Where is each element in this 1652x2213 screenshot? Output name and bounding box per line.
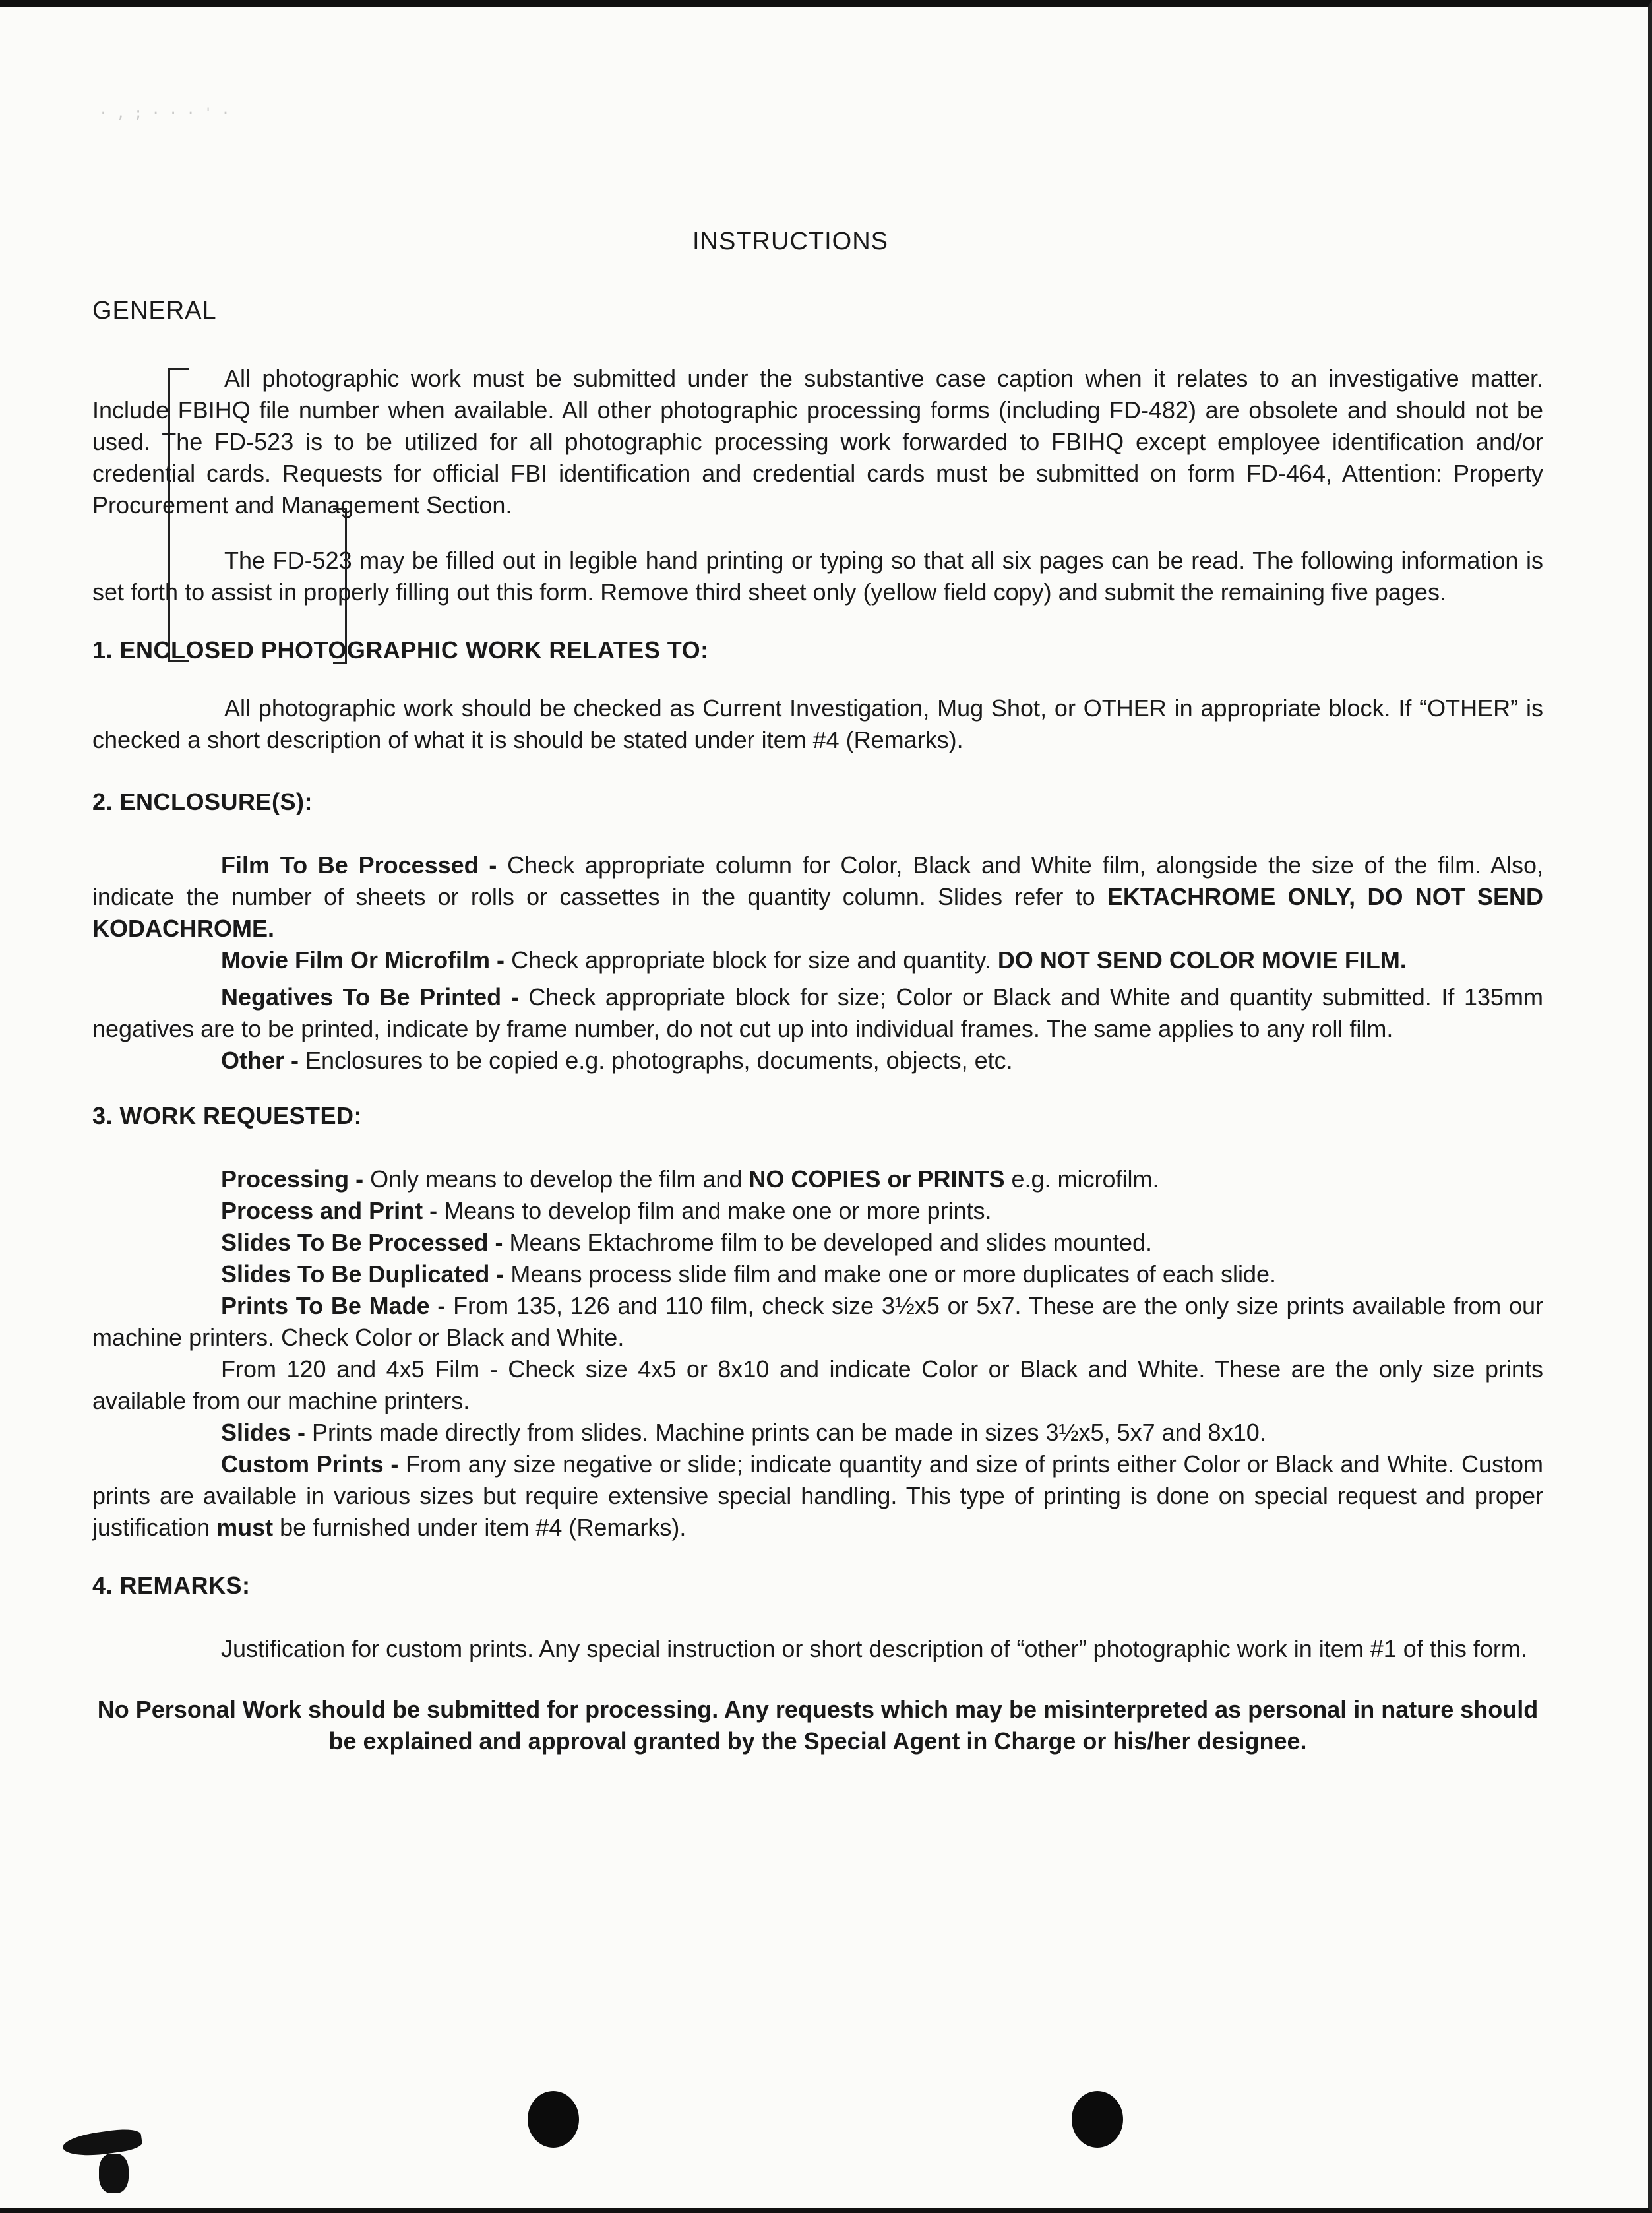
prints-term: Prints To Be Made -	[221, 1292, 446, 1319]
slides-term: Slides -	[221, 1419, 306, 1446]
slides-processed-term: Slides To Be Processed -	[221, 1229, 503, 1256]
corner-smudge-tail	[99, 2154, 129, 2193]
top-left-noise: · , ; · · · ' ·	[99, 106, 230, 122]
section-4-heading: 4. REMARKS:	[92, 1572, 251, 1599]
section-3-heading: 3. WORK REQUESTED:	[92, 1102, 363, 1129]
instructions-body	[92, 228, 1543, 1757]
other-text: Enclosures to be copied e.g. photographs, documents, objects, etc.	[299, 1047, 1013, 1074]
film-text: Check appropriate column for Color, Black and White film, alongside the size of the film. Also, indicate the number of sheets or rolls or cassettes in the quantity column. Slides refer to	[92, 852, 1544, 910]
slides-duplicated-item	[92, 1259, 1543, 1290]
page-title: INSTRUCTIONS	[692, 228, 888, 255]
from-120-item: From 120 and 4x5 Film - Check size 4x5 or 8x10 and indicate Color or Black and White. These are the only size prints available from our machine printers.	[92, 1356, 1543, 1414]
other-enclosures	[92, 1045, 1543, 1076]
movie-bold: DO NOT SEND COLOR MOVIE FILM.	[997, 947, 1407, 974]
remarks-paragraph: Justification for custom prints. Any special instruction or short description of “other” photographic work in item #1 of this form.	[221, 1635, 1527, 1662]
processing-text-1: Only means to develop the film and	[363, 1166, 749, 1193]
punch-hole-right	[1072, 2091, 1123, 2148]
slides-processed-item	[92, 1227, 1543, 1259]
movie-film	[92, 945, 1543, 976]
punch-hole-left	[528, 2091, 579, 2148]
processing-item	[92, 1164, 1543, 1195]
neg-term: Negatives To Be Printed -	[221, 983, 519, 1011]
neg-text: Check appropriate block for size; Color or Black and White and quantity submitted. If 135mm negatives are to be printed, indicate by frame number, do not cut up into individual frames. The same applies to any roll film.	[92, 983, 1543, 1042]
movie-text: Check appropriate block for size and quantity.	[505, 947, 998, 974]
corner-smudge	[61, 2127, 143, 2160]
film-bold: EKTACHROME ONLY, DO NOT SEND KODACHROME.	[92, 883, 1543, 942]
slides-item	[92, 1417, 1543, 1449]
processing-bold: NO COPIES or PRINTS	[749, 1166, 1005, 1193]
section-2-heading: 2. ENCLOSURE(S):	[92, 788, 313, 815]
process-and-print-item	[92, 1195, 1543, 1227]
processing-text-2: e.g. microfilm.	[1004, 1166, 1159, 1193]
process-print-term: Process and Print -	[221, 1197, 438, 1224]
film-to-be-processed	[92, 850, 1543, 945]
slides-processed-text: Means Ektachrome film to be developed and slides mounted.	[503, 1229, 1153, 1256]
general-paragraph-2: The FD-523 may be filled out in legible hand printing or typing so that all six pages can be read. The following information is set forth to assist in properly filling out this form. Remove third sheet only (yellow field copy) and submit the remaining five pages.	[92, 547, 1543, 606]
other-term: Other -	[221, 1047, 299, 1074]
slides-duplicated-text: Means process slide film and make one or more duplicates of each slide.	[504, 1261, 1276, 1288]
general-heading: GENERAL	[92, 297, 217, 325]
slides-duplicated-term: Slides To Be Duplicated -	[221, 1261, 505, 1288]
custom-term: Custom Prints -	[221, 1450, 399, 1478]
negatives-to-be-printed	[92, 982, 1543, 1045]
processing-term: Processing -	[221, 1166, 364, 1193]
prints-to-be-made-item	[92, 1290, 1543, 1354]
process-print-text: Means to develop film and make one or more prints.	[437, 1197, 992, 1224]
section-1-heading: 1. ENCLOSED PHOTOGRAPHIC WORK RELATES TO:	[92, 637, 709, 664]
general-paragraph-1: All photographic work must be submitted under the substantive case caption when it relates to an investigative matter. Include FBIHQ file number when available. All other photographic processing forms (including FD-482) are obsolete and should not be used. The FD-523 is to be utilized for all photographic processing work forwarded to FBIHQ except employee identification and/or credential cards. Requests for official FBI identification and credential cards must be submitted on form FD-464, Attention: Property Procurement and Management Section.	[92, 365, 1543, 518]
custom-prints-item	[92, 1449, 1543, 1543]
slides-text: Prints made directly from slides. Machine prints can be made in sizes 3½x5, 5x7 and 8x10.	[305, 1419, 1266, 1446]
movie-term: Movie Film Or Microfilm -	[221, 947, 505, 974]
custom-text-2: be furnished under item #4 (Remarks).	[273, 1514, 687, 1541]
prints-text: From 135, 126 and 110 film, check size 3½x5 or 5x7. These are the only size prints available from our machine printers. Check Color or Black and White.	[92, 1292, 1543, 1351]
custom-text-1: From any size negative or slide; indicate quantity and size of prints either Color or Black and White. Custom prints are available in various sizes but require extensive special handling. This type of printing is done on special request and proper justification	[92, 1450, 1544, 1541]
film-term: Film To Be Processed -	[221, 852, 497, 879]
section-1-paragraph: All photographic work should be checked as Current Investigation, Mug Shot, or OTHER in appropriate block. If “OTHER” is checked a short description of what it is should be stated under item #4 (Remarks).	[92, 695, 1543, 753]
custom-bold: must	[216, 1514, 274, 1541]
personal-work-notice: No Personal Work should be submitted for processing. Any requests which may be misinterpreted as personal in nature should be explained and approval granted by the Special Agent in Charge or his/her designee.	[97, 1696, 1539, 1755]
